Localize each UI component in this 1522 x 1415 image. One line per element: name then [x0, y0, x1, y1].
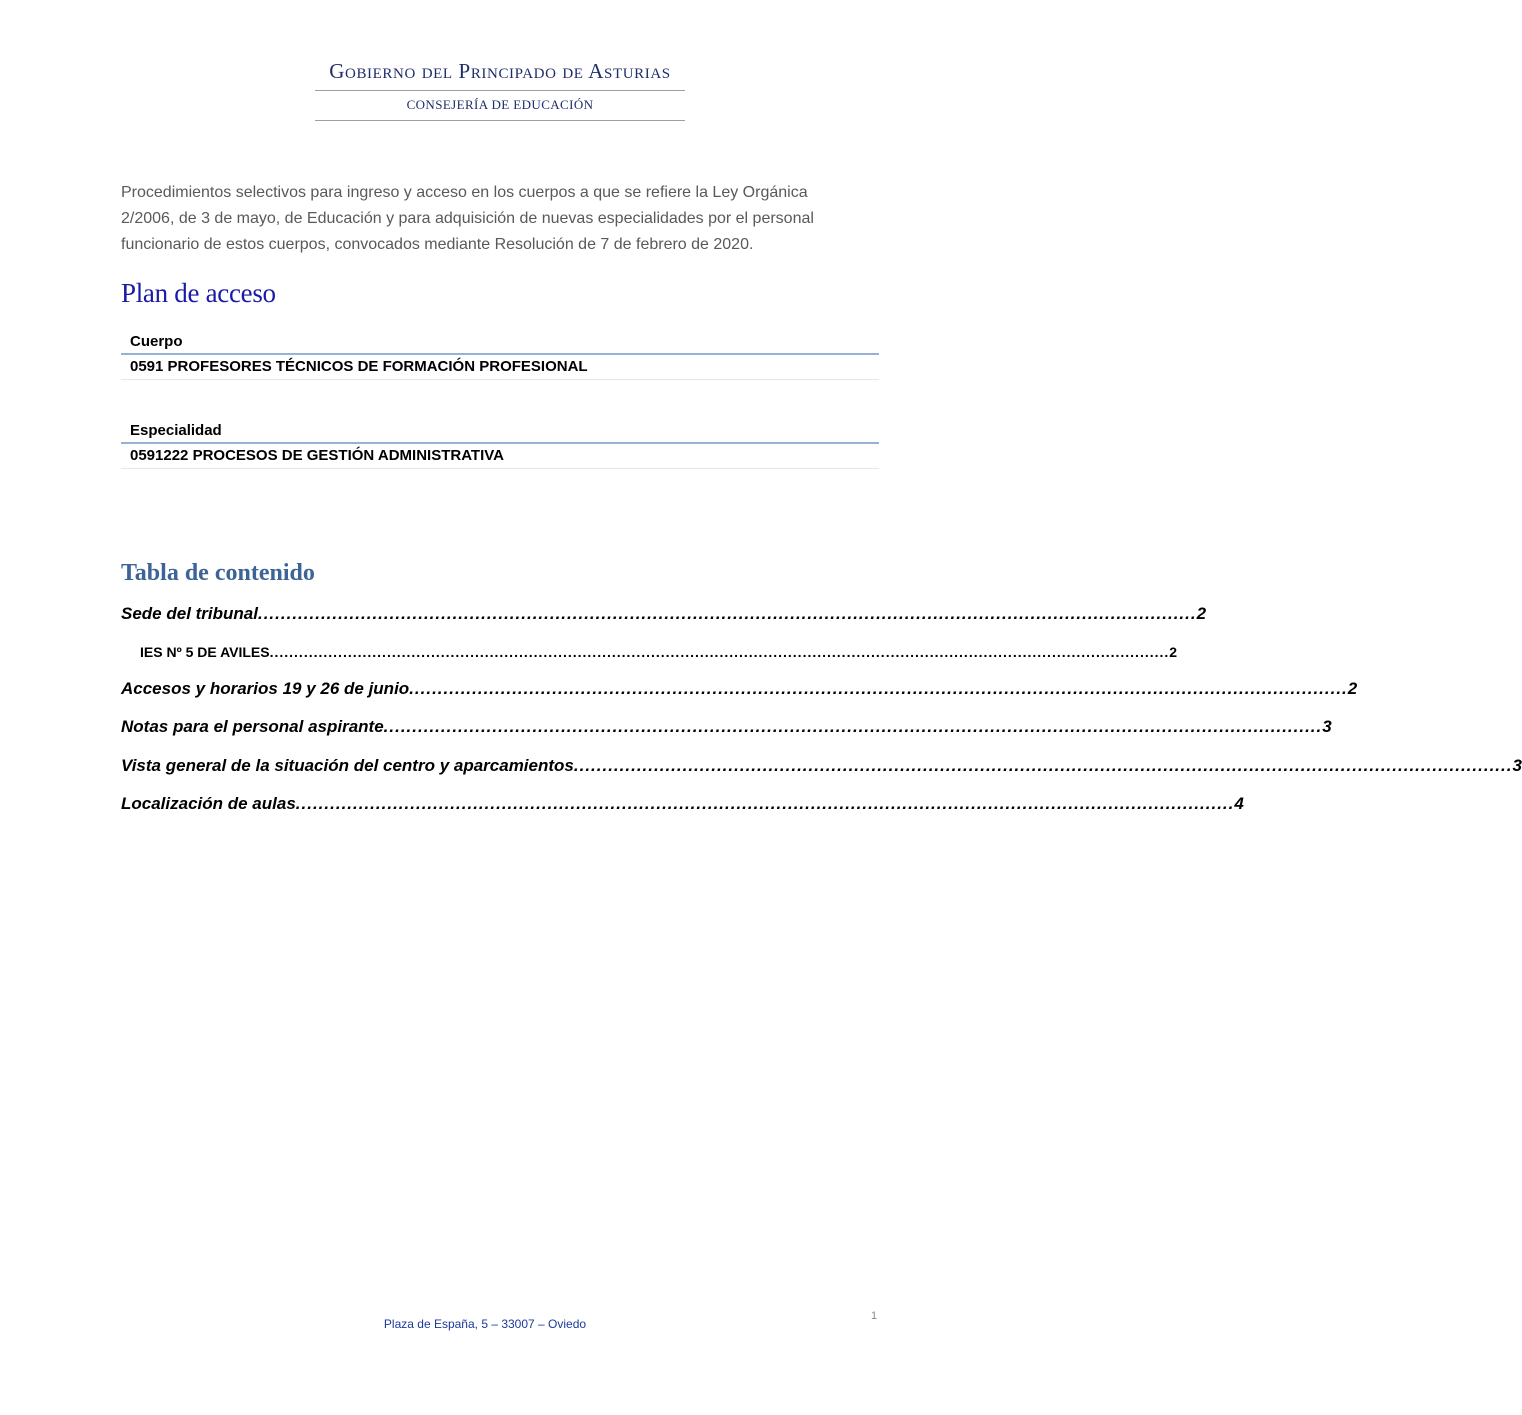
toc-entry-page: 3 — [1512, 756, 1522, 775]
especialidad-value: 0591222 PROCESOS DE GESTIÓN ADMINISTRATIVA — [130, 447, 504, 464]
toc-entry-notas[interactable] — [121, 717, 1332, 737]
especialidad-divider — [121, 442, 879, 444]
footer-address: Plaza de España, 5 – 33007 – Oviedo — [383, 1317, 587, 1331]
toc-entry-accesos[interactable] — [121, 679, 1358, 699]
intro-paragraph: Procedimientos selectivos para ingreso y acceso en los cuerpos a que se refiere la Ley Orgánica 2/2006, de 3 de mayo, de Educación y para adquisición de nuevas especialidades por el personal funcionario de estos cuerpos, convocados mediante Resolución de 7 de febrero de 2020. — [121, 184, 814, 253]
header-divider-top — [315, 90, 685, 91]
toc-entry-text: Sede del tribunal — [121, 604, 258, 623]
toc-entry-text: Notas para el personal aspirante — [121, 717, 384, 736]
toc-leader: .................................................................................................................................................................... — [573, 756, 1513, 775]
toc-entry-ies[interactable] — [140, 644, 1178, 660]
toc-entry-sede[interactable] — [121, 604, 1207, 624]
toc-entry-page: 2 — [1169, 644, 1178, 660]
toc-entry-text: Vista general de la situación del centro y aparcamientos — [121, 756, 574, 775]
toc-leader: .................................................................................................................................................................... — [295, 794, 1235, 813]
header-title: Gobierno del Principado de Asturias — [329, 59, 671, 83]
cuerpo-label: Cuerpo — [130, 333, 183, 350]
toc-entry-text: Accesos y horarios 19 y 26 de junio — [121, 679, 410, 698]
page-number: 1 — [871, 1310, 878, 1322]
toc-entry-vista[interactable] — [121, 756, 1522, 776]
toc-leader: .................................................................................................................................................................... — [383, 717, 1323, 736]
header-divider-bottom — [315, 120, 685, 121]
especialidad-underline — [121, 468, 879, 469]
toc-entry-localizacion[interactable] — [121, 794, 1244, 814]
toc-entry-page: 2 — [1196, 604, 1207, 623]
cuerpo-divider — [121, 353, 879, 355]
toc-entry-page: 4 — [1234, 794, 1244, 813]
toc-title: Tabla de contenido — [121, 560, 315, 586]
header-subtitle: CONSEJERÍA DE EDUCACIÓN — [406, 97, 594, 112]
toc-leader: .................................................................................................................................................................... — [409, 679, 1348, 698]
toc-leader: ........................................................................................................................................................................................ — [269, 644, 1170, 660]
cuerpo-value: 0591 PROFESORES TÉCNICOS DE FORMACIÓN PROFESIONAL — [130, 358, 588, 375]
toc-leader: .................................................................................................................................................................... — [257, 604, 1197, 623]
plan-title: Plan de acceso — [121, 278, 276, 308]
especialidad-label: Especialidad — [130, 422, 222, 439]
toc-entry-text: IES Nº 5 DE AVILES — [140, 644, 270, 660]
toc-entry-page: 3 — [1322, 717, 1332, 736]
toc-entry-text: Localización de aulas — [121, 794, 296, 813]
cuerpo-underline — [121, 379, 879, 380]
toc-entry-page: 2 — [1347, 679, 1358, 698]
